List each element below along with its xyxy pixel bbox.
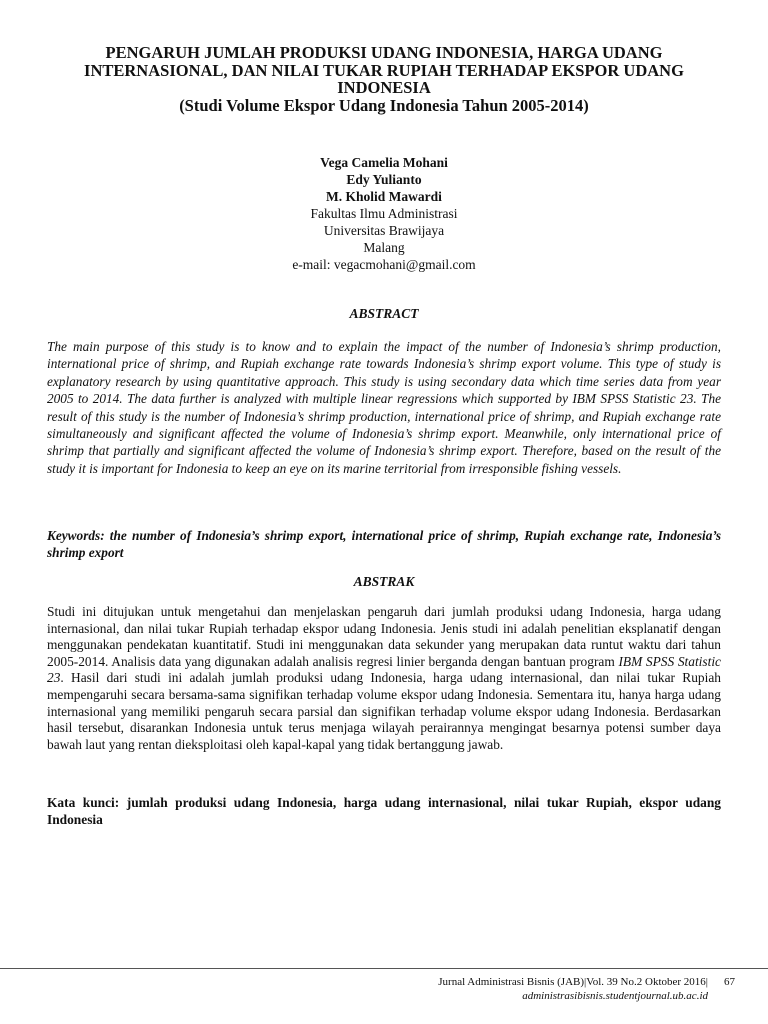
abstract-body: The main purpose of this study is to know and to explain the impact of the number of Indonesia’s shrimp production, international price of shrimp, and Rupiah exchange rate towards Indonesia’s shrimp export volume. This type of study is explanatory research by using quantitative approach. This study is using secondary data which time series data from year 2005 to 2014. The data further is analyzed with multiple linear regressions which supported by IBM SPSS Statistic 23. The result of this study is the number of Indonesia’s shrimp production, international price of shrimp, and Rupiah exchange rate simultaneously and significant affected the volume of Indonesia’s shrimp export. Meanwhile, only international price of shrimp that partially and significant affected the volume of Indonesia’s shrimp export. Therefore, based on the result of the study it is important for Indonesia to keep an eye on its marine territorial from irresponsible fishing vessels. <box>47 339 721 476</box>
abstrak-body <box>47 604 721 753</box>
abstrak-keywords: Kata kunci: jumlah produksi udang Indonesia, harga udang internasional, nilai tukar Rupiah, ekspor udang Indonesia <box>47 795 721 827</box>
page-footer <box>108 975 708 1003</box>
affiliation-university: Universitas Brawijaya <box>323 223 445 238</box>
author-name: M. Kholid Mawardi <box>326 189 442 204</box>
author-block <box>40 154 728 273</box>
abstrak-body-part-2: . Hasil dari studi ini adalah jumlah produksi udang Indonesia, harga udang internasional, dan nilai tukar Rupiah mempengaruhi secara bersama-sama signifikan terhadap volume ekspor udang Indonesia. Sementara itu, hanya harga udang internasional yang memiliki pengaruh secara parsial dan signifikan terhadap volume ekspor udang Indonesia. Berdasarkan hasil tersebut, disarankan Indonesia untuk terus menjaga wilayah perairannya mengingat besarnya potensi sumber daya bawah laut yang rentan dieksploitasi oleh kapal-kapal yang tidak bertanggung jawab. <box>47 670 721 752</box>
footer-rule <box>0 968 768 969</box>
title-line-3: INDONESIA <box>337 78 431 97</box>
abstrak-software-name: IBM SPSS Statistic 23 <box>47 653 721 686</box>
affiliation-faculty: Fakultas Ilmu Administrasi <box>310 206 458 221</box>
abstract-keywords: Keywords: the number of Indonesia’s shrimp export, international price of shrimp, Rupiah exchange rate, Indonesia’s shrimp export <box>47 528 721 561</box>
title-line-1: PENGARUH JUMLAH PRODUKSI UDANG INDONESIA, HARGA UDANG <box>105 43 663 62</box>
abstract-heading: ABSTRACT <box>349 306 419 321</box>
affiliation-city: Malang <box>363 240 405 255</box>
page-number: 67 <box>724 976 735 988</box>
author-name: Edy Yulianto <box>346 172 422 187</box>
author-email: e-mail: vegacmohani@gmail.com <box>292 257 476 272</box>
paper-subtitle: (Studi Volume Ekspor Udang Indonesia Tahun 2005-2014) <box>179 95 589 115</box>
title-line-2: INTERNASIONAL, DAN NILAI TUKAR RUPIAH TERHADAP EKSPOR UDANG <box>84 60 684 80</box>
journal-url: administrasibisnis.studentjournal.ub.ac.id <box>522 990 708 1002</box>
abstrak-body-part-1: Studi ini ditujukan untuk mengetahui dan menjelaskan pengaruh dari jumlah produksi udang Indonesia, harga udang internasional, dan nilai tukar Rupiah terhadap ekspor udang Indonesia. Jenis studi ini adalah penelitian eksplanatif dengan menggunakan pendekatan kuantitatif. Studi ini menggunakan data sekunder yang merupakan data runtut waktu dari tahun 2005-2014. Analisis data yang digunakan adalah analisis regresi linier berganda dengan bantuan program <box>47 604 721 669</box>
journal-citation: Jurnal Administrasi Bisnis (JAB)|Vol. 39 No.2 Oktober 2016| <box>438 976 708 988</box>
paper-title <box>40 44 728 114</box>
author-name: Vega Camelia Mohani <box>320 155 448 170</box>
abstrak-heading: ABSTRAK <box>353 574 415 589</box>
